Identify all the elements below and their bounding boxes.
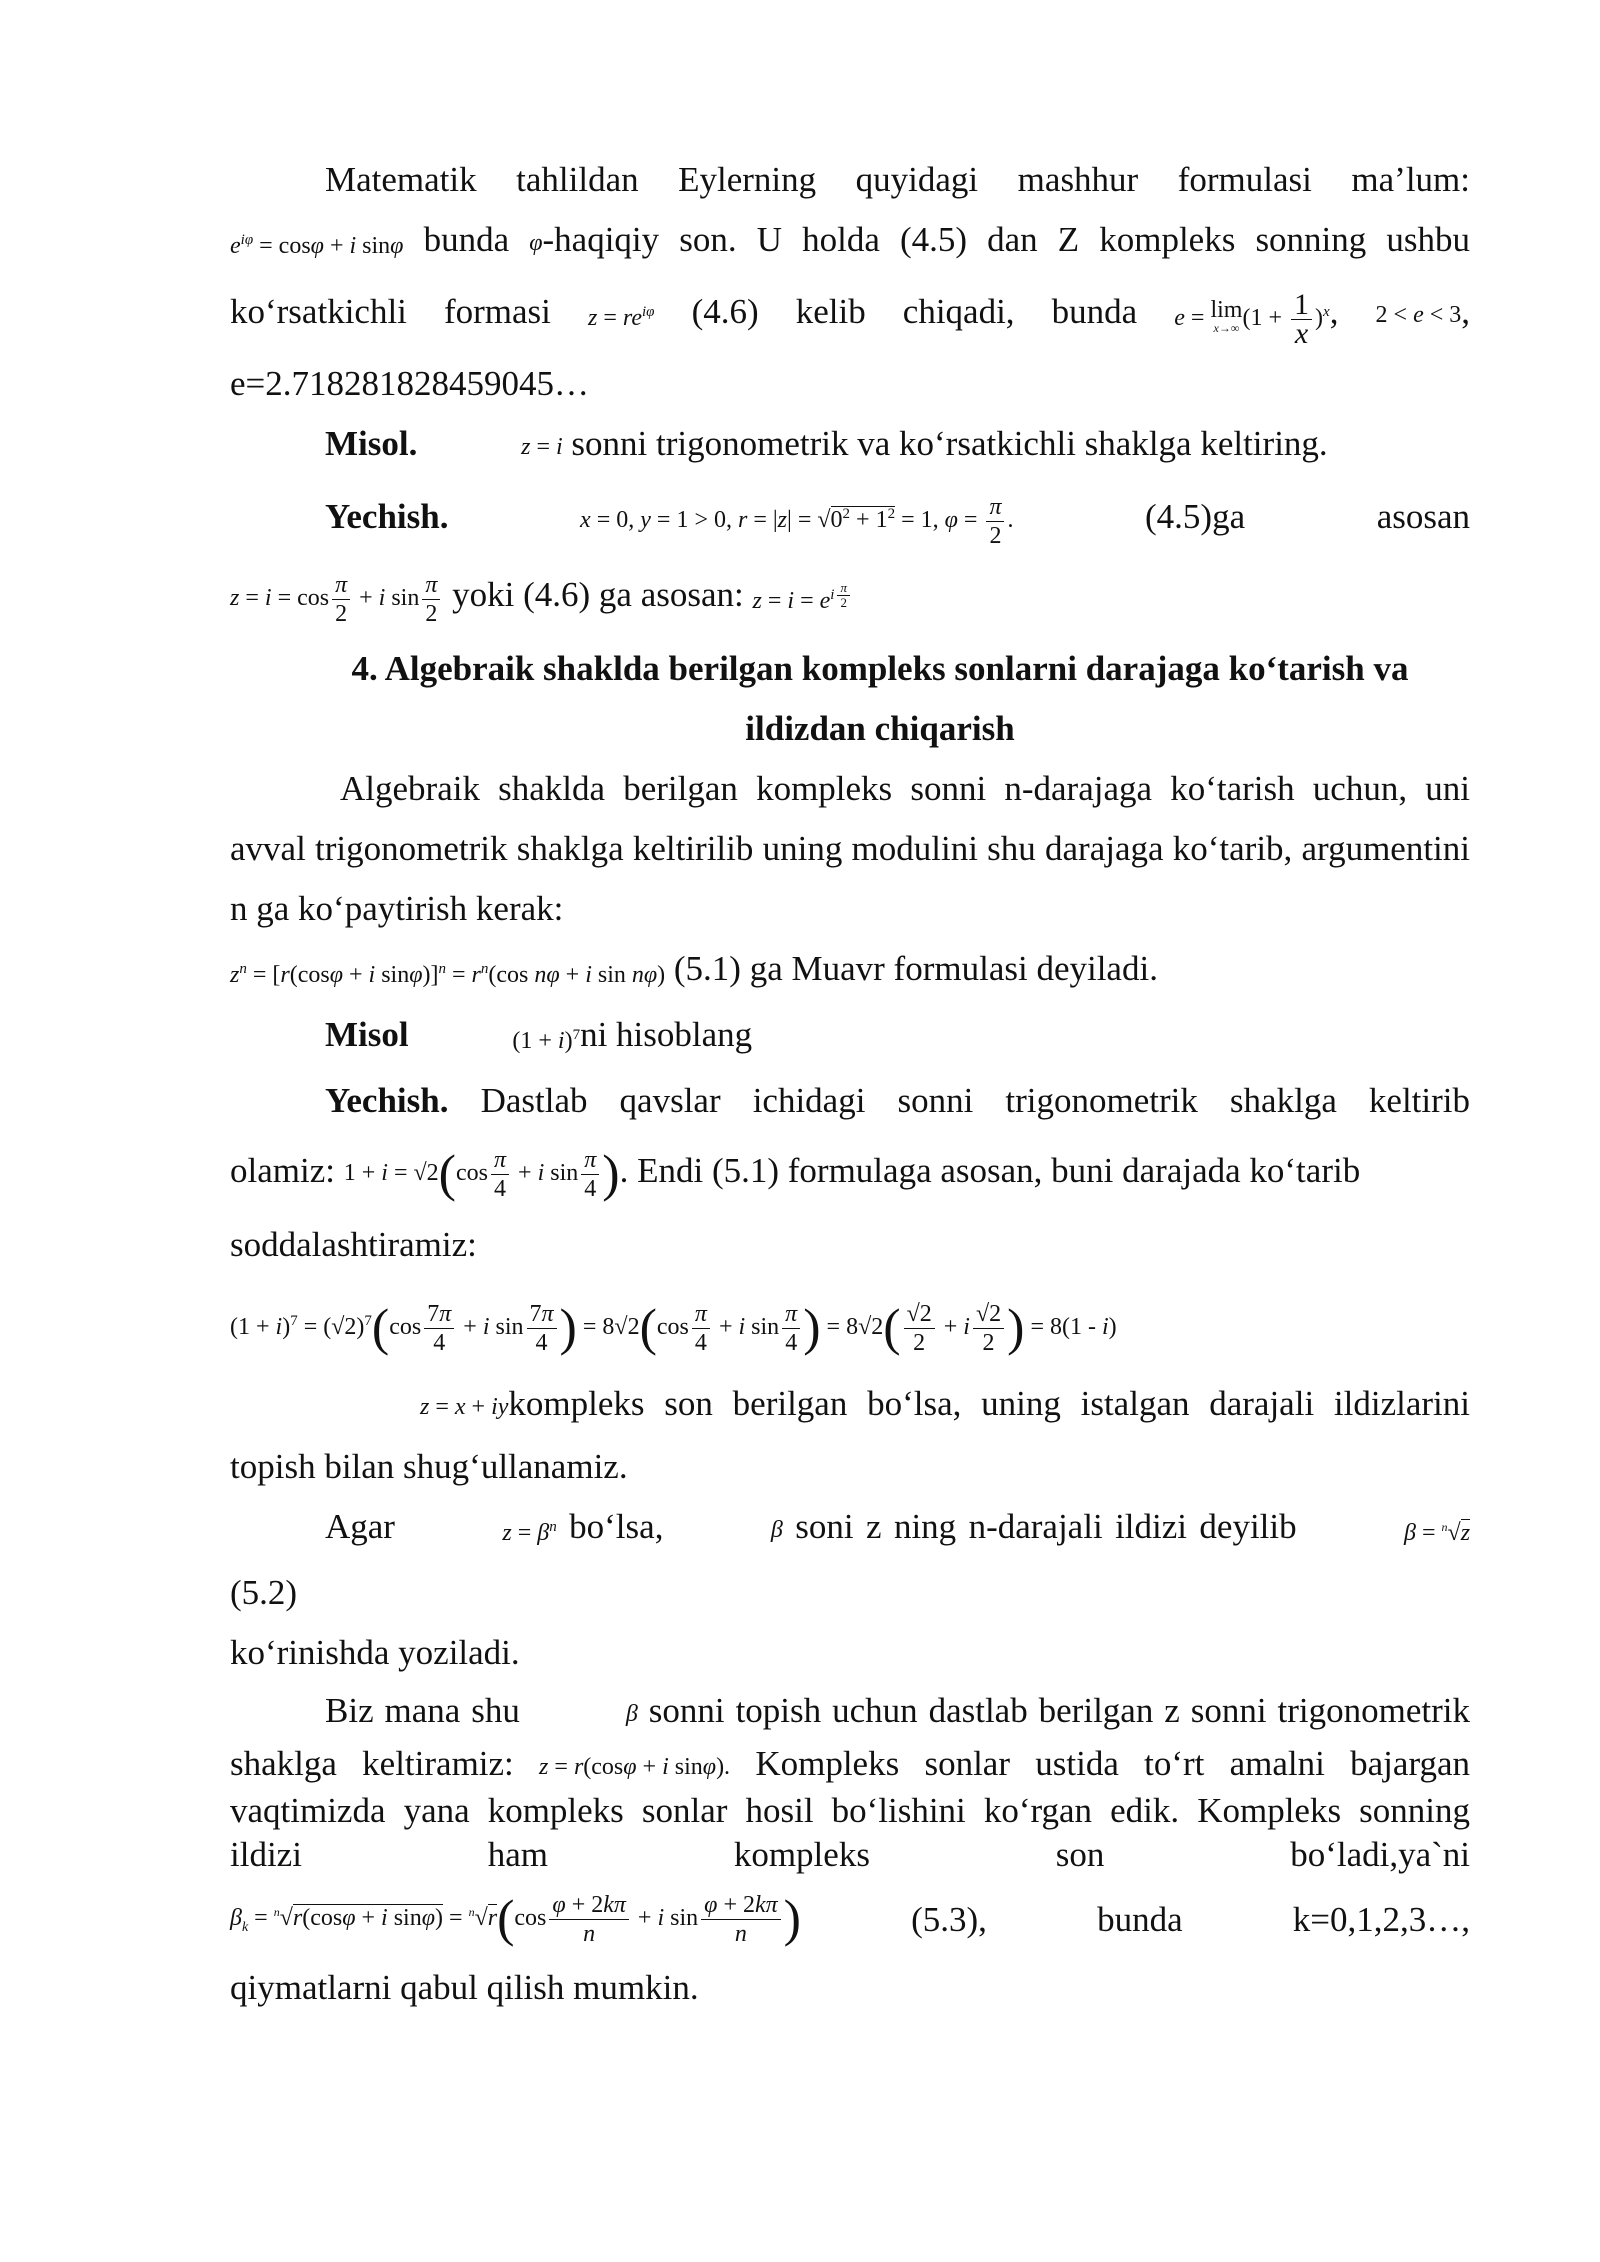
paragraph-e-value xyxy=(230,354,1470,414)
muavr-text: (5.1) ga Muavr formulasi deyiladi. xyxy=(673,949,1158,988)
solution-2-trig xyxy=(230,1131,1470,1215)
document-page xyxy=(230,150,1470,2013)
example-2-label: Misol xyxy=(325,1015,409,1054)
root-find-line1 xyxy=(230,1683,1470,1742)
root-find-line4 xyxy=(230,1833,1470,1877)
exp-form-formula: $z = re^{i\varphi}$ xyxy=(588,304,655,331)
exp-form-text: ko‘rsatkichli formasi xyxy=(230,292,551,332)
power-text: Algebraik shaklda berilgan kompleks sonni n-darajaga ko‘tarish uchun, uni avval trigonometrik shaklga keltirilib uning modulini shu darajaga ko‘tarib, argumentini n ga ko‘paytirish kerak: xyxy=(230,768,1470,928)
section-title xyxy=(230,639,1470,759)
root-formula-row xyxy=(230,1877,1470,1963)
solution-2-olamiz: olamiz: xyxy=(230,1150,335,1190)
e-limit-formula: e = lim x→∞ (1 + $\frac{1}{x}$ )$^x$ xyxy=(1174,287,1330,350)
solution-2-result xyxy=(230,1275,1470,1374)
roots-intro-text2: topish bilan shug‘ullanamiz. xyxy=(230,1447,628,1487)
euler-intro-text: Matematik tahlildan Eylerning quyidagi mashhur formulasi ma’lum: xyxy=(325,160,1470,199)
comma-2: , xyxy=(1461,292,1471,332)
comma-1: , xyxy=(1329,292,1339,332)
paragraph-root-def xyxy=(230,1497,1470,1623)
beta-root-formula: β = $^n$√z xyxy=(1404,1520,1471,1547)
root-def-ref: (5.2) xyxy=(230,1573,298,1613)
example-1 xyxy=(230,414,1470,477)
paragraph-euler-intro xyxy=(230,150,1470,210)
solution-2-text4: soddalashtiramiz: xyxy=(230,1224,477,1264)
example-1-formula: z = i xyxy=(521,433,563,460)
paragraph-root-find xyxy=(230,1683,1470,2013)
root-def-text: soni z ning n-darajali ildizi deyilib xyxy=(795,1507,1297,1547)
solution-1-yoki: yoki (4.6) ga asosan: xyxy=(452,575,744,614)
exp-form-ref: (4.6) kelib chiqadi, bunda xyxy=(691,292,1138,332)
example-2-formula: $(1 + i)^7$ xyxy=(512,1026,581,1054)
euler-real-text: -haqiqiy son. U holda (4.5) dan Z kompleks sonning ushbu xyxy=(542,220,1471,260)
z-beta-power: $z = \beta^n$ xyxy=(502,1519,557,1547)
e-bounds: 2 < e < 3 xyxy=(1375,302,1462,328)
phi-symbol: φ xyxy=(529,230,543,256)
paragraph-roots-intro xyxy=(230,1374,1470,1437)
root-formula: $\beta_k = ^n√r(\cos\varphi + i$ sinφ) = $^n$√r(cos $\frac{\varphi + 2k\pi}{n}$ + i sin $\frac{\varphi + 2k\pi}{n}$ ) xyxy=(230,1890,801,1948)
roots-intro-text1: kompleks son berilgan bo‘lsa, uning istalgan darajali ildizlarini xyxy=(508,1384,1470,1424)
paragraph-muavr xyxy=(230,939,1470,1005)
solution-2-text1: Dastlab qavslar ichidagi sonni trigonometrik shaklga keltirib xyxy=(480,1080,1471,1120)
root-def-agar: Agar xyxy=(325,1507,395,1547)
beta-symbol-1: β xyxy=(770,1517,783,1544)
solution-1-formula: x = 0, y = 1 > 0, $r = |z| = √0^2 + 1^2 = 1$, φ = $\frac{\pi}{2}$ . xyxy=(580,493,1014,549)
trig-form-i: z = i = cos $\frac{\pi}{2}$ + i sin $\frac{\pi}{2}$ xyxy=(230,560,443,636)
power-calculation: $(1 + i)^7 = (√2)^7(\cos$ $\frac{7\pi}{4}$ + i sin $\frac{7\pi}{4}$ ) = 8√2(cos $\frac{\pi}{4}$ + i sin $\frac{\pi}{4}$ ) = 8√2( $\frac{√2}{2}$ + i $\frac{√2}{2}$ ) = 8(1 - i) xyxy=(230,1299,1117,1357)
paragraph-roots-intro-2 xyxy=(230,1437,1470,1497)
example-2 xyxy=(230,1005,1470,1071)
solution-1-result xyxy=(230,557,1470,639)
solution-1-ref1: (4.5)ga xyxy=(1145,496,1246,536)
solution-2-intro xyxy=(230,1071,1470,1131)
example-1-label: Misol. xyxy=(325,424,418,463)
root-find-text2: sonni topish uchun dastlab berilgan z sonni trigonometrik xyxy=(648,1691,1471,1731)
solution-2-label: Yechish. xyxy=(325,1080,449,1120)
paragraph-root-def-2 xyxy=(230,1623,1470,1683)
root-find-text10: qiymatlarni qabul qilish mumkin. xyxy=(230,1968,699,2008)
section-title-line1: 4. Algebraik shaklda berilgan kompleks sonlarni darajaga ko‘tarish va xyxy=(351,648,1409,688)
example-1-text: sonni trigonometrik va ko‘rsatkichli shaklga keltiring. xyxy=(571,424,1328,463)
example-2-text: ni hisoblang xyxy=(580,1015,753,1054)
exp-form-i: $z = i = e^{i \frac{\pi}{2}}$ xyxy=(753,557,853,639)
root-formula-bunda: bunda xyxy=(1097,1900,1183,1940)
root-find-last xyxy=(230,1963,1470,2013)
root-find-line3 xyxy=(230,1789,1470,1833)
solution-1-row xyxy=(230,477,1470,557)
beta-symbol-2: β xyxy=(625,1701,638,1728)
paragraph-exp-form xyxy=(230,276,1470,354)
root-find-text5: vaqtimizda yana kompleks sonlar hosil bo‘lishini ko‘rgan edik. Kompleks sonning xyxy=(230,1791,1470,1831)
z-trig-form: z = r(cosφ + i sinφ). xyxy=(539,1754,731,1781)
paragraph-power xyxy=(230,759,1470,939)
euler-bunda: bunda xyxy=(423,220,510,260)
section-title-line2: ildizdan chiqarish xyxy=(745,708,1015,748)
solution-1-label: Yechish. xyxy=(325,496,449,536)
euler-formula: $e^{i\varphi} = \cos\varphi + i$ sinφ xyxy=(230,232,404,259)
root-def-bolsa: bo‘lsa, xyxy=(569,1507,664,1547)
root-def-text5: ko‘rinishda yoziladi. xyxy=(230,1633,520,1673)
root-find-text1: Biz mana shu xyxy=(325,1691,520,1731)
root-find-text6: ildizi ham kompleks son bo‘ladi,ya`ni xyxy=(230,1835,1470,1875)
root-find-text3: shaklga keltiramiz: xyxy=(230,1744,514,1784)
root-find-text4: Kompleks sonlar ustida to‘rt amalni bajargan xyxy=(755,1744,1470,1784)
paragraph-euler-formula xyxy=(230,210,1470,276)
solution-2-text3: . Endi (5.1) formulaga asosan, buni darajada ko‘tarib xyxy=(619,1150,1361,1190)
trig-form-1-plus-i: 1 + i = √2(cos $\frac{\pi}{4}$ + i sin $\frac{\pi}{4}$ ) xyxy=(343,1145,620,1203)
root-formula-k: k=0,1,2,3…, xyxy=(1292,1900,1470,1940)
root-find-line2 xyxy=(230,1742,1470,1789)
e-value: e=2.718281828459045… xyxy=(230,364,590,403)
z-algebraic: z = x + iy xyxy=(420,1394,509,1421)
muavr-formula: $z^n = [r(\cos\varphi + i$ $\sin\varphi)]^n = r^n(\cos$ nφ + i sin nφ) xyxy=(230,960,666,988)
solution-1-ref2: asosan xyxy=(1376,496,1470,536)
solution-2-simplify xyxy=(230,1215,1470,1275)
root-formula-ref: (5.3), xyxy=(911,1900,987,1940)
